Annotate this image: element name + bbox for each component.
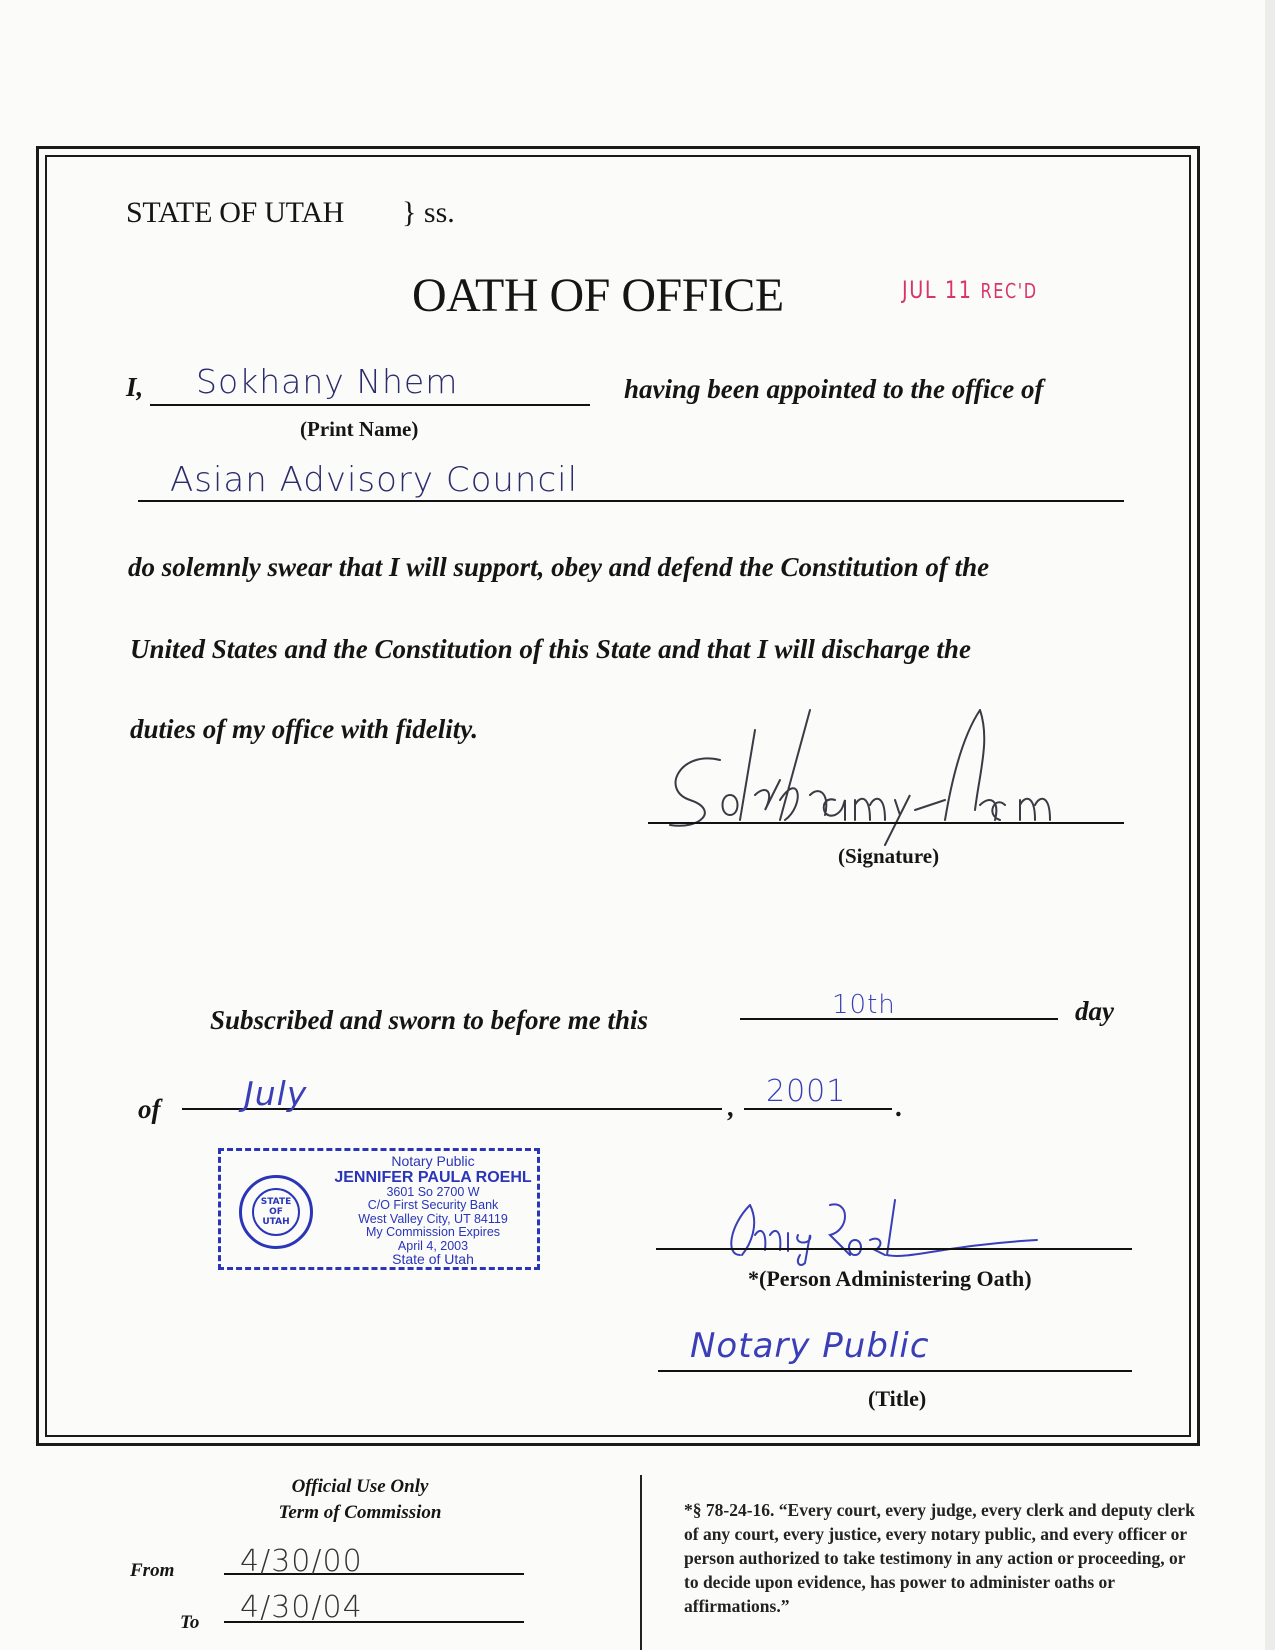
appointed-text: having been appointed to the office of [624, 374, 1044, 404]
subscribed-text: Subscribed and sworn to before me this [210, 1005, 649, 1035]
office-value[interactable]: Asian Advisory Council [170, 460, 579, 500]
page-edge [1265, 0, 1275, 1650]
footer-divider [640, 1475, 642, 1650]
oath-line-2: United States and the Constitution of this State and that I will discharge the [130, 634, 971, 664]
page-title: OATH OF OFFICE [412, 269, 784, 322]
title-value[interactable]: Notary Public [690, 1326, 930, 1366]
term-of-commission-heading: Term of Commission [278, 1502, 442, 1523]
month-comma: , [728, 1092, 735, 1122]
notary-line-7: April 4, 2003 [397, 1238, 469, 1253]
notary-stamp-text [333, 1155, 533, 1267]
notary-line-2: JENNIFER PAULA ROEHL [334, 1168, 532, 1186]
year-period: . [896, 1092, 903, 1122]
notary-line-3: 3601 So 2700 W [386, 1184, 480, 1199]
notary-stamp [218, 1148, 540, 1270]
notary-line-1: Notary Public [391, 1153, 475, 1169]
ss-mark: } ss. [402, 196, 455, 229]
notary-seal-icon [239, 1175, 313, 1249]
day-word: day [1075, 996, 1114, 1026]
print-name-line [150, 404, 590, 406]
to-label: To [180, 1612, 200, 1633]
official-use-block [220, 1474, 500, 1526]
print-name-label: (Print Name) [300, 417, 419, 441]
received-stamp-date: JUL 11 [902, 276, 973, 304]
month-value[interactable]: July [244, 1074, 308, 1113]
of-word: of [138, 1094, 161, 1124]
statute-text: *§ 78-24-16. “Every court, every judge, every clerk and deputy clerk of any court, every justice, every notary public, and every officer or person authorized to take testimony in any action or proceeding, or to decide upon evidence, has power to administer oaths or affirmations.” [684, 1500, 1195, 1616]
oath-prefix: I, [126, 372, 144, 402]
received-stamp-label: REC'D [980, 279, 1038, 303]
to-value[interactable]: 4/30/04 [240, 1590, 363, 1625]
administering-line [656, 1248, 1132, 1250]
signature-line [648, 822, 1124, 824]
signature-label: (Signature) [838, 844, 940, 868]
title-line [658, 1370, 1132, 1372]
office-line [138, 500, 1124, 502]
from-value[interactable]: 4/30/00 [240, 1544, 363, 1579]
day-line [740, 1018, 1058, 1020]
received-stamp [902, 276, 1038, 304]
oath-line-3: duties of my office with fidelity. [130, 714, 478, 744]
from-label: From [130, 1560, 175, 1581]
official-use-heading: Official Use Only [291, 1476, 429, 1497]
notary-line-5: West Valley City, UT 84119 [358, 1211, 508, 1226]
oath-line-1: do solemnly swear that I will support, obey and defend the Constitution of the [128, 552, 990, 582]
administering-label: *(Person Administering Oath) [748, 1266, 1032, 1291]
print-name-value[interactable]: Sokhany Nhem [196, 362, 459, 401]
year-value[interactable]: 2001 [766, 1074, 847, 1109]
notary-line-8: State of Utah [392, 1251, 474, 1267]
notary-line-6: My Commission Expires [365, 1225, 501, 1239]
state-heading: STATE OF UTAH [126, 196, 344, 229]
notary-line-4: C/O First Security Bank [367, 1198, 499, 1212]
oath-signature [660, 700, 1060, 840]
notary-signature [720, 1185, 1080, 1265]
title-label: (Title) [868, 1386, 927, 1411]
notary-seal-text: STATE OF UTAH [252, 1188, 300, 1236]
day-value[interactable]: 10th [832, 990, 896, 1020]
